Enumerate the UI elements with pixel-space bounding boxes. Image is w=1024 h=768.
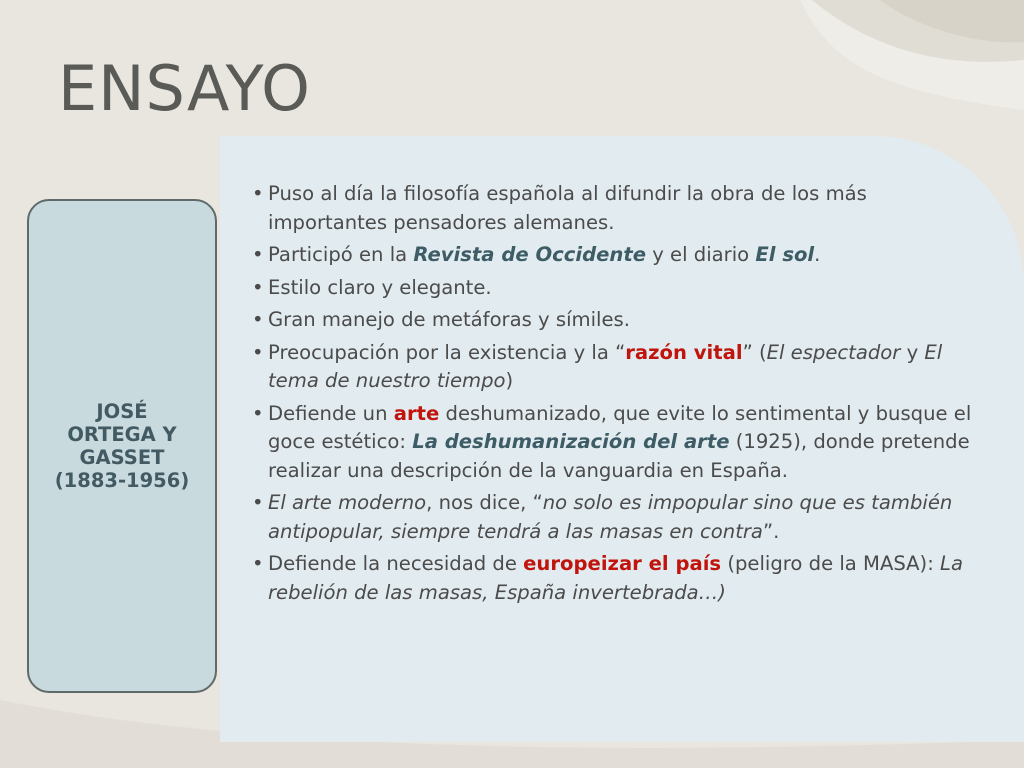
bullet-text: ” ( (742, 340, 767, 364)
bullet-item-6 (252, 400, 982, 486)
work-title: El sol (755, 243, 815, 266)
author-line-2: ORTEGA Y (67, 423, 177, 446)
key-term: europeizar el país (523, 552, 722, 575)
author-line-4: (1883-1956) (54, 469, 190, 492)
bullet-text: Preocupación por la existencia y la “ (268, 340, 626, 364)
work-title: Revista de Occidente (413, 243, 646, 266)
bullet-text: ) (505, 369, 514, 392)
bullet-marker: • (252, 182, 264, 205)
bullet-item-4 (252, 306, 982, 335)
bullet-text: y el diario (646, 243, 756, 266)
bullet-item-2 (252, 241, 982, 270)
slide-title: ENSAYO (58, 52, 311, 125)
bullet-marker: • (252, 308, 264, 331)
bullet-marker: • (252, 401, 264, 425)
author-line-1: JOSÉ (96, 400, 148, 423)
bullet-list (252, 180, 982, 611)
bullet-text: Participó en la (268, 243, 414, 266)
work-title: El espectador (766, 340, 901, 364)
work-title: La deshumanización del arte (412, 430, 730, 453)
work-title: El arte moderno (268, 491, 427, 514)
bullet-marker: • (252, 491, 264, 514)
bullet-item-1 (252, 180, 982, 237)
bullet-text: . (814, 243, 821, 266)
bullet-text: Defiende la necesidad de (268, 552, 524, 575)
bullet-marker: • (252, 340, 264, 364)
key-term: razón vital (625, 340, 743, 364)
author-box (27, 199, 217, 693)
bullet-text: deshumanizado, que evite lo sentimental y busque el goce estético: (268, 401, 972, 453)
bullet-item-8 (252, 550, 982, 607)
bullet-text: (peligro de la MASA): (721, 552, 941, 575)
bullet-item-7 (252, 489, 982, 546)
bullet-text: ”. (762, 519, 780, 543)
bullet-text: y (900, 340, 925, 364)
bullet-marker: • (252, 243, 264, 266)
bullet-marker: • (252, 275, 264, 299)
key-term: arte (393, 401, 440, 425)
author-line-3: GASSET (79, 446, 165, 469)
bullet-text: Gran manejo de metáforas y símiles. (268, 308, 630, 331)
bullet-text: Defiende un (268, 401, 394, 425)
bullet-text: Puso al día la filosofía española al difundir la obra de los más importantes pensadores alemanes. (268, 182, 867, 234)
bullet-item-5 (252, 339, 982, 396)
quote-text: no solo es impopular sino que es también antipopular, siempre tendrá a las masas en contra (268, 491, 953, 543)
work-title: La rebelión de las masas, España invertebrada…) (268, 552, 963, 604)
work-title: El tema de nuestro tiempo (268, 340, 943, 392)
bullet-text: , nos dice, “ (426, 491, 543, 514)
bullet-item-3 (252, 274, 982, 303)
author-name (55, 400, 189, 492)
bullet-text: Estilo claro y elegante. (268, 275, 492, 299)
bullet-text: (1925), donde pretende realizar una descripción de la vanguardia en España. (268, 430, 970, 482)
bullet-marker: • (252, 552, 264, 575)
